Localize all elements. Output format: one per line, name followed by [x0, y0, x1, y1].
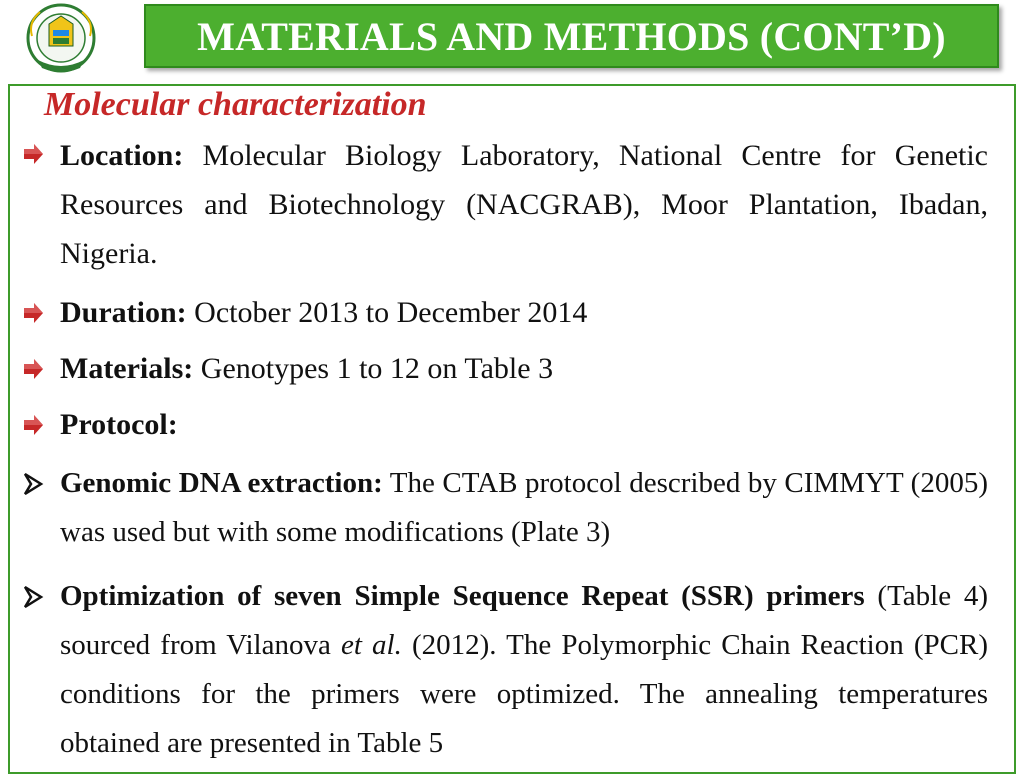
section-heading: Molecular characterization — [44, 86, 427, 123]
bullet-label: Protocol: — [60, 408, 178, 441]
bullet-text: The CTAB protocol described by CIMMYT (2005) was used but with some modifications (Plate 3) — [60, 467, 989, 548]
bullet-label: Location: — [60, 139, 184, 172]
bullet-text: Genotypes 1 to 12 on Table 3 — [193, 352, 554, 385]
university-logo-icon — [18, 2, 104, 78]
bullet-text: October 2013 to December 2014 — [186, 296, 588, 329]
bullet-label: Optimization of seven Simple Sequence Repeat (SSR) primers — [60, 580, 865, 612]
bullet-duration — [60, 288, 988, 337]
bullet-text: Molecular Biology Laboratory, National Centre for Genetic Resources and Biotechnology (NACGRAB), Moor Plantation, Ibadan, Nigeria. — [60, 139, 988, 270]
bullet-text: (2012). The Polymorphic Chain Reaction (PCR) conditions for the primers were optimized. The annealing temperatures obtained are presented in Table 5 — [60, 629, 988, 759]
arrow-bullet-icon — [22, 414, 44, 436]
bullet-protocol — [60, 400, 988, 449]
bullet-label: Duration: — [60, 296, 187, 329]
title-bar — [144, 4, 999, 68]
bullet-label: Genomic DNA extraction: — [60, 467, 383, 499]
chevron-bullet-icon — [22, 585, 44, 609]
bullet-ssr-optimization — [60, 572, 988, 768]
arrow-bullet-icon — [22, 358, 44, 380]
bullet-text-italic: et al. — [340, 629, 402, 661]
arrow-bullet-icon — [22, 143, 44, 165]
bullet-materials — [60, 344, 988, 393]
arrow-bullet-icon — [22, 302, 44, 324]
slide-title: MATERIALS AND METHODS (CONT’D) — [197, 13, 946, 59]
bullet-dna-extraction — [60, 459, 988, 559]
bullet-label: Materials: — [60, 352, 194, 385]
bullet-location — [60, 131, 988, 281]
bullet-text: (Table 4) sourced from Vilanova — [60, 580, 988, 661]
chevron-bullet-icon — [22, 472, 44, 496]
